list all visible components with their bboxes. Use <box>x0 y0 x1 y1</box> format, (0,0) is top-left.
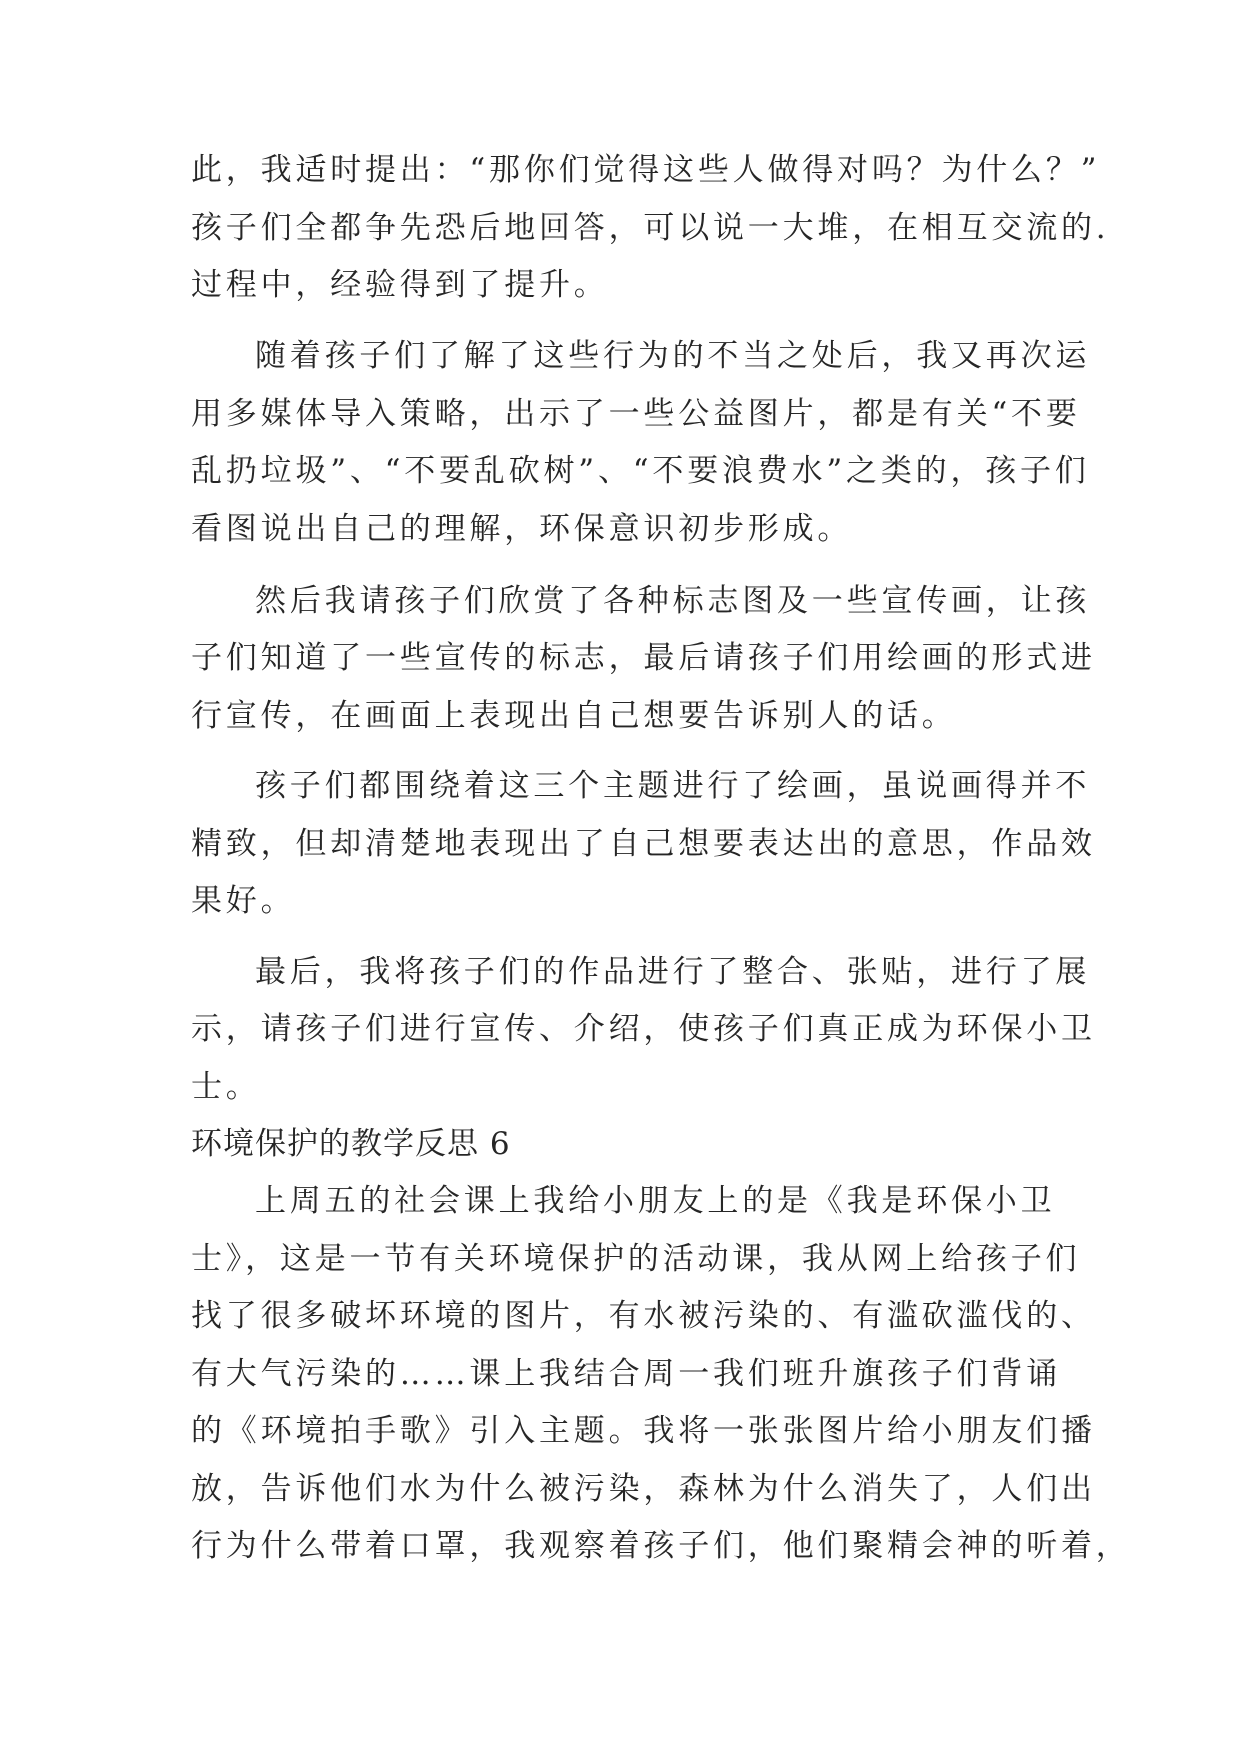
text-line: 放，告诉他们水为什么被污染，森林为什么消失了，人们出 <box>191 1471 1096 1507</box>
text-line: 孩子们全都争先恐后地回答，可以说一大堆，在相互交流的. <box>191 210 1110 246</box>
text-line: 的《环境拍手歌》引入主题。我将一张张图片给小朋友们播 <box>191 1413 1096 1449</box>
text-line: 看图说出自己的理解，环保意识初步形成。 <box>191 511 853 547</box>
text-line: 上周五的社会课上我给小朋友上的是《我是环保小卫 <box>255 1183 1056 1219</box>
text-line: 行宣传，在画面上表现出自己想要告诉别人的话。 <box>191 698 957 734</box>
text-line: 乱扔垃圾”、“不要乱砍树”、“不要浪费水”之类的，孩子们 <box>191 453 1090 489</box>
text-line: 孩子们都围绕着这三个主题进行了绘画，虽说画得并不 <box>255 768 1091 804</box>
text-line: 随着孩子们了解了这些行为的不当之处后，我又再次运 <box>255 338 1091 374</box>
text-line: 最后，我将孩子们的作品进行了整合、张贴，进行了展 <box>255 954 1091 990</box>
text-line: 然后我请孩子们欣赏了各种标志图及一些宣传画，让孩 <box>255 583 1091 619</box>
text-line: 用多媒体导入策略，出示了一些公益图片，都是有关“不要 <box>191 396 1081 432</box>
text-line: 士。 <box>191 1069 261 1105</box>
text-line: 示，请孩子们进行宣传、介绍，使孩子们真正成为环保小卫 <box>191 1011 1096 1047</box>
text-line: 士》，这是一节有关环境保护的活动课，我从网上给孩子们 <box>191 1241 1081 1277</box>
section-heading: 环境保护的教学反思 6 <box>191 1126 511 1162</box>
text-line: 行为什么带着口罩，我观察着孩子们，他们聚精会神的听着， <box>191 1528 1131 1564</box>
text-line: 找了很多破坏环境的图片，有水被污染的、有滥砍滥伐的、 <box>191 1298 1096 1334</box>
text-line: 有大气污染的……课上我结合周一我们班升旗孩子们背诵 <box>191 1356 1061 1392</box>
text-line: 精致，但却清楚地表现出了自己想要表达出的意思，作品效 <box>191 826 1096 862</box>
text-line: 过程中，经验得到了提升。 <box>191 267 609 303</box>
text-line: 此，我适时提出：“那你们觉得这些人做得对吗？为什么？” <box>191 152 1101 188</box>
text-line: 子们知道了一些宣传的标志，最后请孩子们用绘画的形式进 <box>191 640 1096 676</box>
text-line: 果好。 <box>191 883 296 919</box>
